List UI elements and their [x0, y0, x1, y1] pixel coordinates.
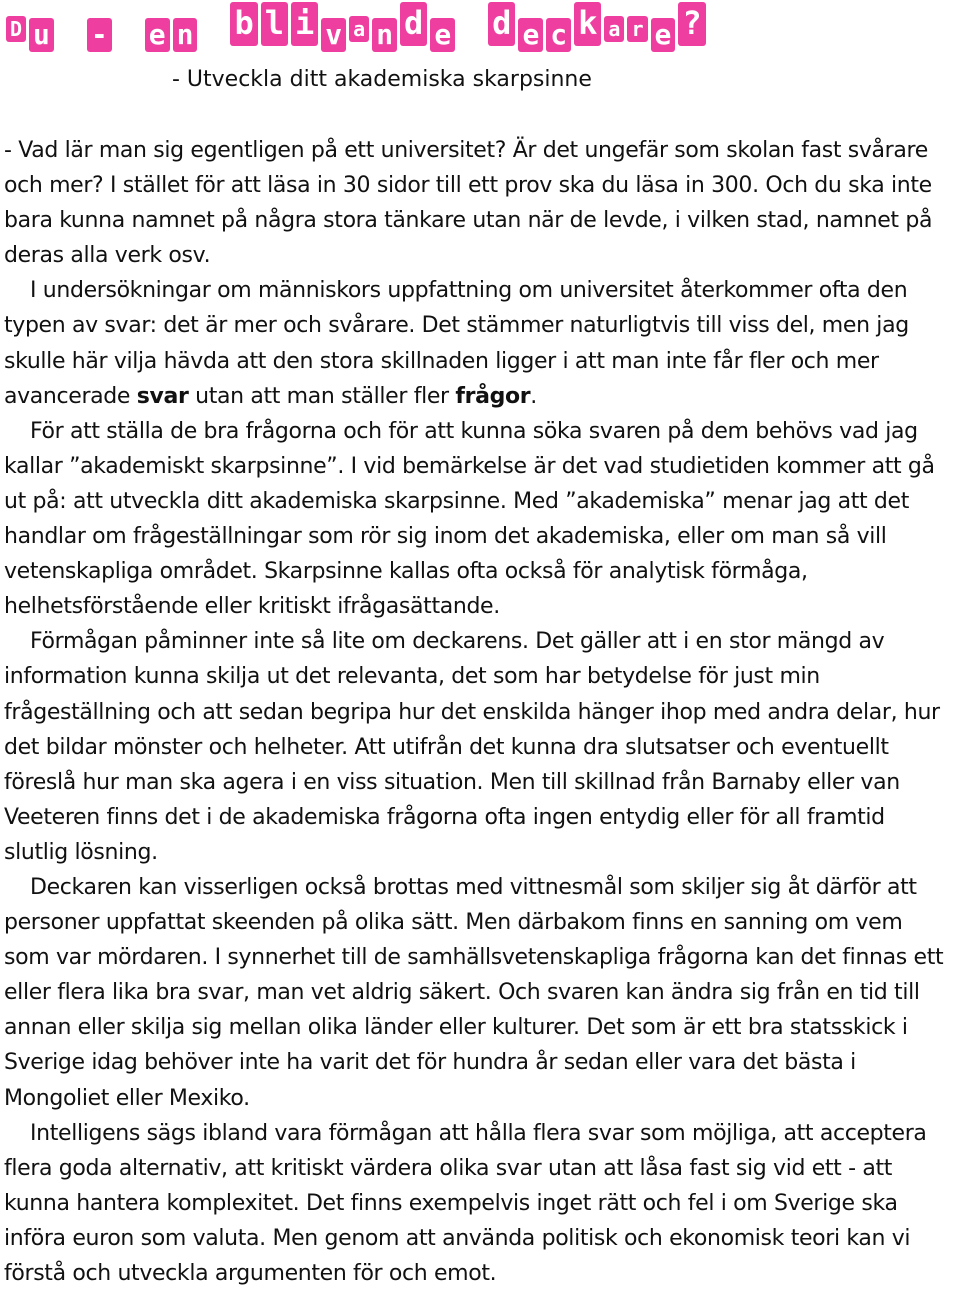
document-subtitle: - Utveckla ditt akademiska skarpsinne — [172, 67, 592, 92]
title-letter-tile: b — [230, 2, 257, 46]
paragraph-text: I undersökningar om människors uppfattning om universitet återkommer ofta den typen av svar: det är mer och svårare. Det stämmer naturligtvis till viss del, men jag skulle här vilja hävda att den stora skillnaden ligger i att man inte får fler och mer avancerade — [4, 278, 909, 409]
paragraph-questions — [4, 273, 954, 413]
title-letter-tile: c — [546, 18, 571, 52]
title-letter-tile: i — [291, 2, 318, 46]
emphasis-questions: frågor — [455, 383, 531, 409]
emphasis-answers: svar — [136, 383, 189, 409]
paragraph-text: utan att man ställer fler — [188, 383, 456, 409]
title-word — [230, 4, 458, 52]
document-title — [6, 4, 954, 58]
title-letter-tile: n — [372, 18, 397, 52]
paragraph-detective: Förmågan påminner inte så lite om deckarens. Det gäller att i en stor mängd av information kunna skilja ut det relevanta, det som har betydelse för just min frågeställning och att sedan begripa hur det enskilda hänger ihop med andra delar, hur det bildar mönster och helheter. Att utifrån det kunna dra slutsatser och eventuellt föreslå hur man ska agera i en viss situation. Men till skillnad från Barnaby eller van Veeteren finns det i de akademiska frågorna ofta ingen entydig eller för all framtid slutlig lösning. — [4, 629, 940, 865]
title-letter-tile: u — [29, 18, 54, 52]
title-letter-tile: v — [321, 18, 346, 52]
title-word — [6, 8, 57, 52]
paragraph-truth: Deckaren kan visserligen också brottas med vittnesmål som skiljer sig åt därför att personer uppfattat skeenden på olika sätt. Men därbakom finns en sanning om vem som var mördaren. I synnerhet till de samhällsvetenskapliga frågorna kan det finnas ett eller flera lika bra svar, man vet aldrig säkert. Och svaren kan ändra sig från en tid till annan eller skilja sig mellan olika länder eller kulturer. Det som är ett bra statsskick i Sverige idag behöver inte ha varit det för hundra år sedan eller vara det bästa i Mongoliet eller Mexiko. — [4, 874, 944, 1111]
title-letter-tile: l — [261, 2, 288, 46]
title-word — [145, 8, 201, 52]
title-letter-tile: ? — [678, 2, 705, 46]
title-word — [87, 8, 115, 52]
title-letter-tile: e — [430, 18, 455, 52]
title-letter-tile: e — [145, 18, 170, 52]
title-word — [488, 4, 708, 52]
title-letter-tile: D — [6, 16, 26, 42]
title-letter-tile: a — [349, 16, 369, 42]
title-letter-tile: d — [488, 2, 515, 46]
paragraph-academic-acumen: För att ställa de bra frågorna och för att kunna söka svaren på dem behövs vad jag kallar ”akademiskt skarpsinne”. I vid bemärkelse är det vad studietiden kommer att gå ut på: att utveckla ditt akademiska skarpsinne. Med ”akademiska” menar jag att det handlar om frågeställningar som rör sig inom det akademiska, eller om man så vill vetenskapliga området. Skarpsinne kallas ofta också för analytisk förmåga, helhetsförstående eller kritiskt ifrågasättande. — [4, 418, 935, 620]
title-letter-tile: a — [604, 16, 624, 42]
title-letter-tile: e — [651, 18, 676, 52]
paragraph-text: . — [530, 383, 537, 409]
title-letter-tile: n — [173, 18, 198, 52]
paragraph-intelligence: Intelligens sägs ibland vara förmågan att hålla flera svar som möjliga, att acceptera flera goda alternativ, att kritiskt värdera olika svar utan att låsa fast sig vid ett - att kunna hantera komplexitet. Det finns exempelvis inget rätt och fel i om Sverige ska införa euron som valuta. Men genom att använda politisk och ekonomisk teori kan vi förstå och utveckla argumenten för och emot. — [4, 1120, 927, 1286]
title-letter-tile: k — [574, 2, 601, 46]
paragraph-intro: - Vad lär man sig egentligen på ett universitet? Är det ungefär som skolan fast svårare och mer? I stället för att läsa in 30 sidor till ett prov ska du läsa in 300. Och du ska inte bara kunna namnet på några stora tänkare utan när de levde, i vilken stad, namnet på deras alla verk osv. — [4, 138, 933, 269]
title-letter-tile: - — [87, 18, 112, 52]
title-letter-tile: d — [400, 2, 427, 46]
document-body — [4, 133, 954, 1291]
title-letter-tile: e — [518, 18, 543, 52]
title-letter-tile: r — [627, 16, 647, 42]
